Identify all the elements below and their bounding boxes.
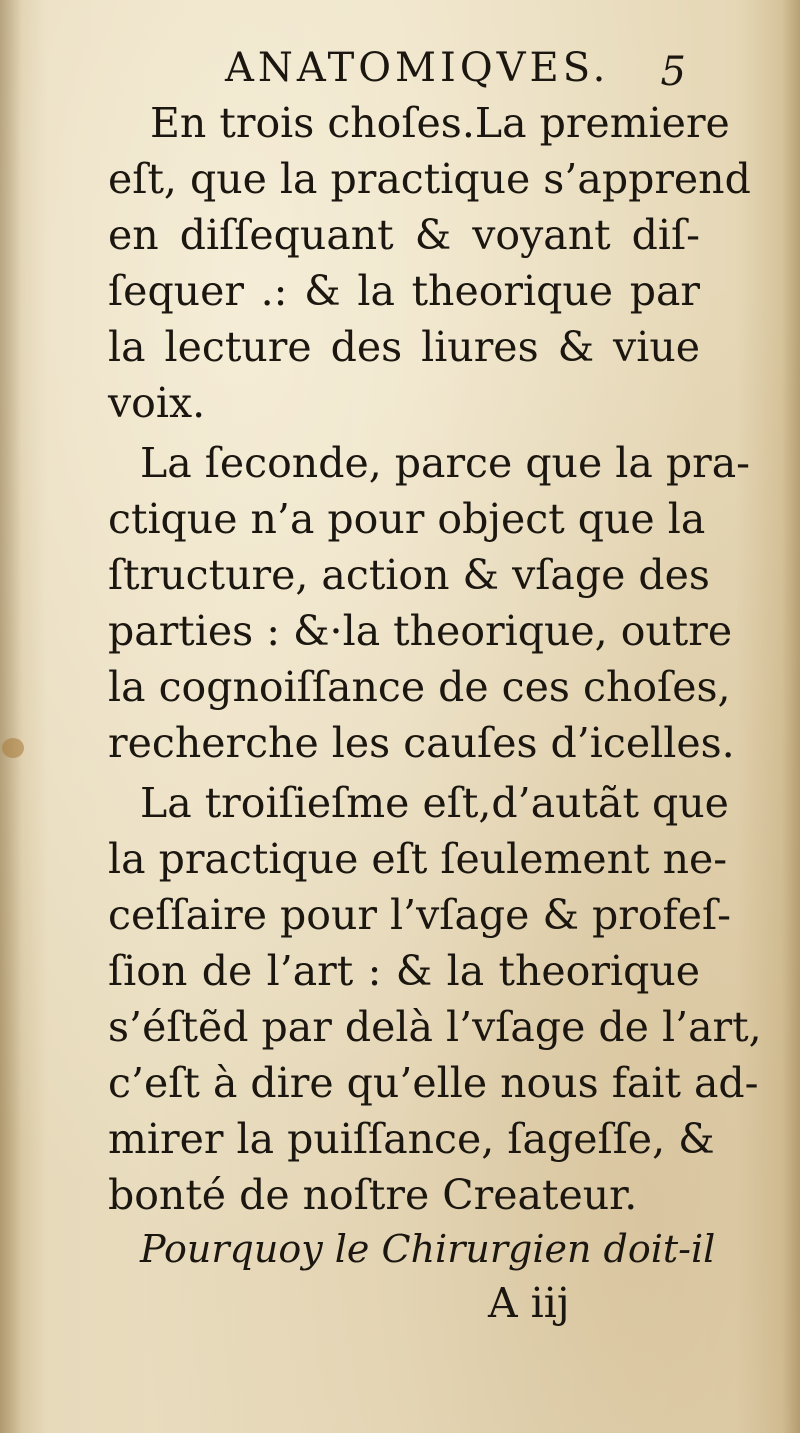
running-title: ANATOMIQVES. — [225, 45, 610, 91]
text-line: s’éſtẽd par delà l’vſage de l’art, — [108, 1003, 762, 1051]
page-edge — [782, 0, 800, 1433]
ink-stain — [2, 738, 24, 758]
text-line: mirer la puiſſance, ſageſſe, & — [108, 1115, 715, 1163]
text-line: ſtructure, action & vſage des — [108, 551, 710, 599]
text-line: La troiſieſme eſt,d’autãt que — [140, 779, 729, 827]
text-line: voix. — [108, 379, 206, 427]
text-line: en diſſequant & voyant diſ- — [108, 211, 700, 259]
text-line: En trois choſes.La premiere — [150, 99, 730, 147]
text-line: ſion de l’art : & la theorique — [108, 947, 700, 995]
catchline: Pourquoy le Chirurgien doit-il — [140, 1227, 716, 1271]
text-line: la lecture des liures & viue — [108, 323, 700, 371]
text-line: bonté de noſtre Createur. — [108, 1171, 638, 1219]
page-header — [110, 38, 700, 98]
text-line: parties : &·la theorique, outre — [108, 607, 733, 655]
text-line: ceſſaire pour l’vſage & profeſ- — [108, 891, 731, 939]
text-line: c’eſt à dire qu’elle nous fait ad- — [108, 1059, 759, 1107]
spine-shadow — [0, 0, 22, 1433]
text-line: recherche les cauſes d’icelles. — [108, 719, 735, 767]
text-line: ctique n’a pour object que la — [108, 495, 706, 543]
text-line: la cognoiſſance de ces choſes, — [108, 663, 731, 711]
text-line: ſequer .: & la theorique par — [108, 267, 700, 315]
text-line: la practique eſt ſeulement ne- — [108, 835, 728, 883]
signature-mark: A iij — [488, 1279, 570, 1327]
text-line: eſt, que la practique s’apprend — [108, 155, 751, 203]
page-number: 5 — [660, 49, 690, 95]
text-line: La ſeconde, parce que la pra- — [140, 439, 750, 487]
